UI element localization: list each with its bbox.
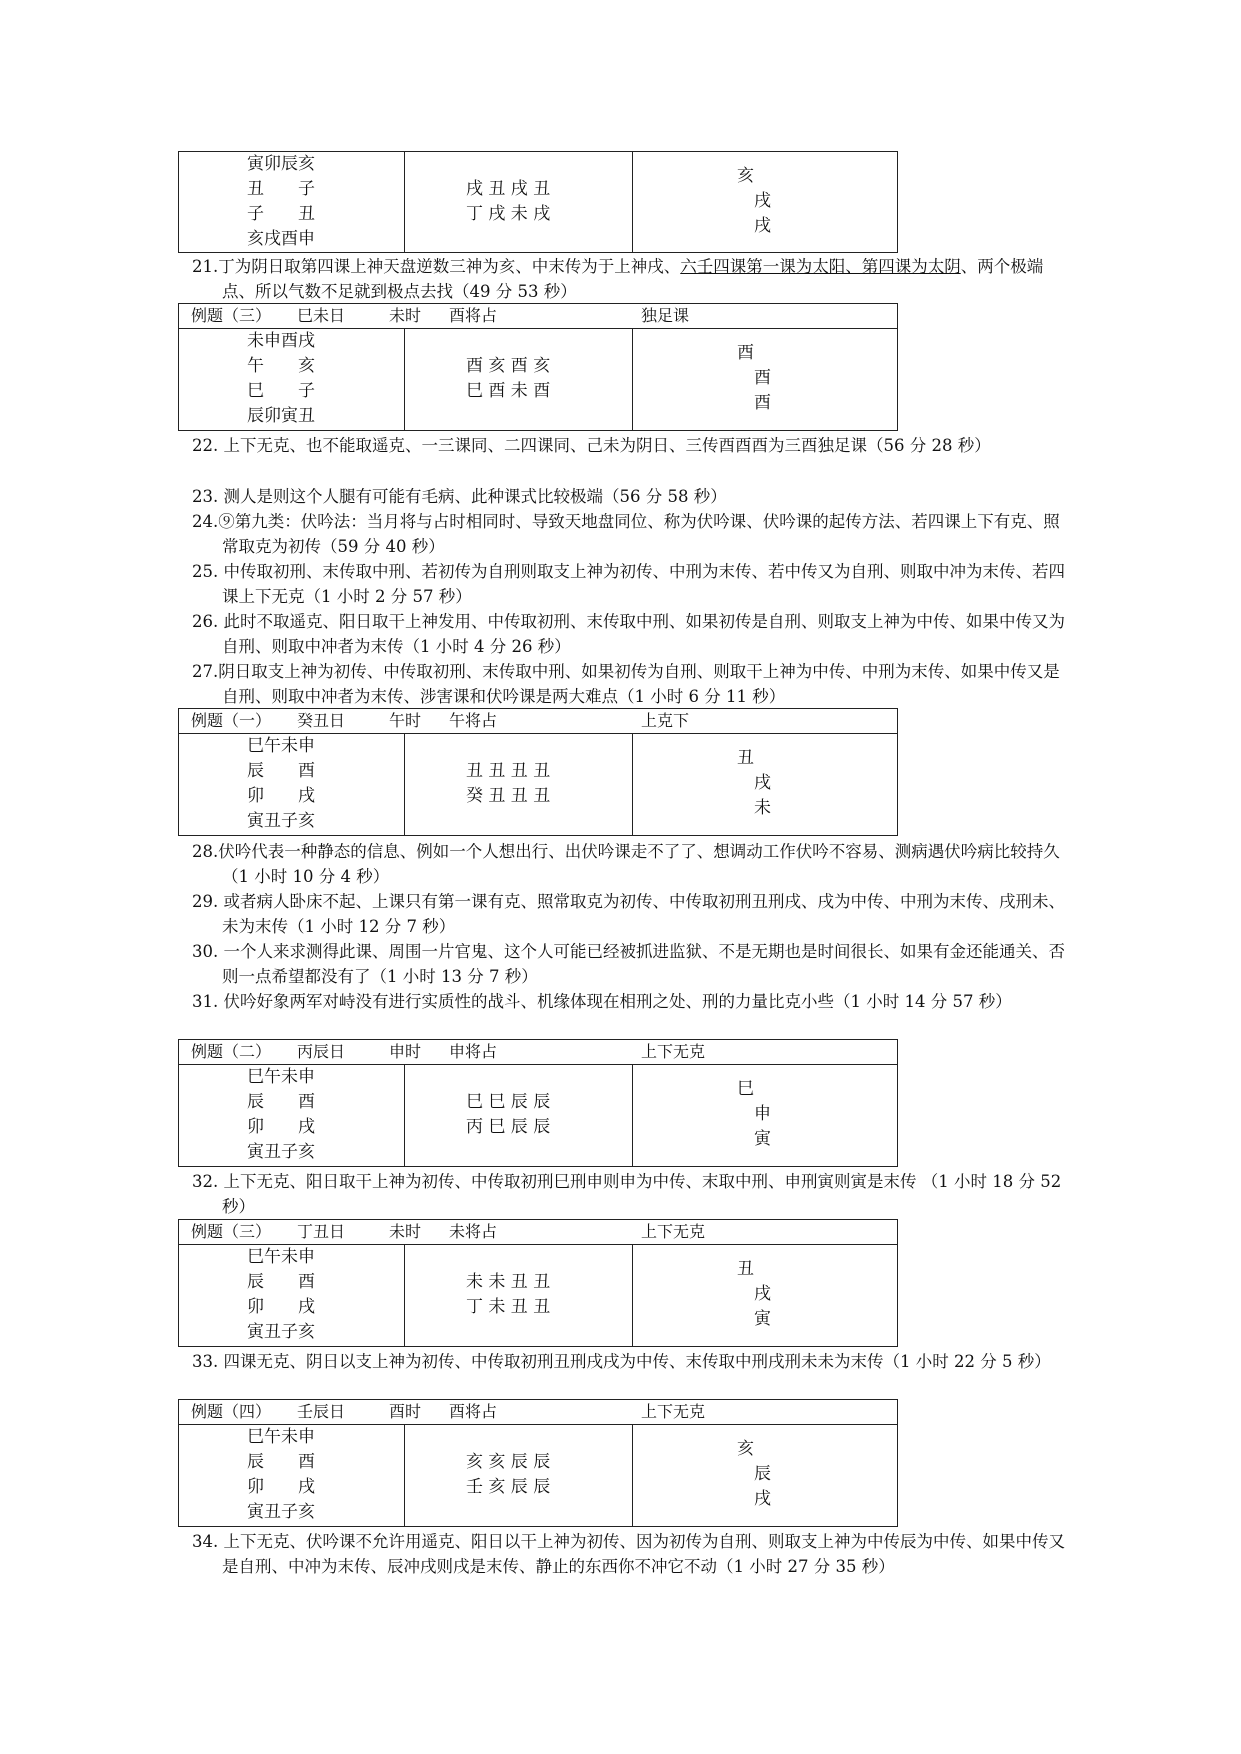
- plate-row: 辰 酉: [247, 761, 315, 781]
- transmissions-cell: [632, 1425, 897, 1527]
- lessons-cell: [404, 152, 633, 252]
- course-table: [178, 151, 898, 253]
- lessons-row: 巳 巳 辰 辰: [466, 1092, 551, 1112]
- transmission-row: 酉: [754, 393, 771, 413]
- plate-row: 卯 戌: [247, 1117, 315, 1137]
- table-header: [179, 1040, 897, 1065]
- plate-cell: [179, 152, 405, 252]
- course-type: 独足课: [641, 306, 690, 325]
- lessons-row: 壬 亥 辰 辰: [466, 1477, 551, 1497]
- day-label: 丙辰日: [297, 1042, 346, 1061]
- transmissions-cell: [632, 1245, 897, 1347]
- plate-cell: [179, 734, 405, 836]
- transmission-row: 亥: [737, 166, 754, 186]
- transmission-row: 辰: [754, 1464, 771, 1484]
- course-type: 上下无克: [641, 1402, 706, 1421]
- day-label: 巳未日: [297, 306, 346, 325]
- transmission-row: 戌: [754, 1284, 771, 1304]
- plate-row: 辰 酉: [247, 1272, 315, 1292]
- plate-cell: [179, 329, 405, 431]
- plate-row: 寅丑子亥: [247, 1142, 315, 1162]
- transmission-row: 戌: [754, 1489, 771, 1509]
- example-label: 例题（二）: [191, 1042, 272, 1061]
- lessons-row: 丁 未 丑 丑: [466, 1297, 551, 1317]
- table-header: [179, 304, 897, 329]
- plate-row: 未申酉戌: [247, 331, 315, 351]
- plate-row: 巳午未申: [247, 1067, 315, 1087]
- transmissions-cell: [632, 734, 897, 836]
- transmission-row: 未: [754, 798, 771, 818]
- paragraph-31: 31. 伏吟好象两军对峙没有进行实质性的战斗、机缘体现在相刑之处、刑的力量比克小些（1 小时 14 分 57 秒）: [192, 992, 1012, 1011]
- table-header: [179, 1220, 897, 1245]
- lessons-cell: [404, 1245, 633, 1347]
- lessons-row: 未 未 丑 丑: [466, 1272, 551, 1292]
- plate-cell: [179, 1245, 405, 1347]
- lessons-row: 丑 丑 丑 丑: [466, 761, 551, 781]
- lessons-row: 巳 酉 未 酉: [466, 381, 551, 401]
- plate-row: 寅丑子亥: [247, 811, 315, 831]
- general-label: 申将占: [449, 1042, 498, 1061]
- plate-row: 辰 酉: [247, 1092, 315, 1112]
- plate-row: 卯 戌: [247, 786, 315, 806]
- example-label: 例题（三）: [191, 1222, 272, 1241]
- day-label: 壬辰日: [297, 1402, 346, 1421]
- transmission-row: 戌: [754, 191, 771, 211]
- day-label: 癸丑日: [297, 711, 346, 730]
- hour-label: 未时: [389, 1222, 422, 1241]
- transmissions-cell: [632, 329, 897, 431]
- transmission-row: 酉: [737, 343, 754, 363]
- course-type: 上克下: [641, 711, 690, 730]
- paragraph-33: 33. 四课无克、阴日以支上神为初传、中传取初刑丑刑戌戌为中传、末传取中刑戌刑未未为末传（1 小时 22 分 5 秒）: [192, 1352, 1051, 1371]
- paragraph-25: 25. 中传取初刑、末传取中刑、若初传为自刑则取支上神为初传、中刑为末传、若中传又为自刑、则取中冲为末传、若四课上下无克（1 小时 2 分 57 秒）: [192, 562, 1065, 606]
- para-text: 、两个极端点、所以气数不足就到极点去找（49 分 53 秒）: [222, 257, 1044, 301]
- table-header: [179, 1400, 897, 1425]
- paragraph-26: 26. 此时不取遥克、阳日取干上神发用、中传取初刑、末传取中刑、如果初传是自刑、则取支上神为中传、如果中传又为自刑、则取中冲者为末传（1 小时 4 分 26 秒）: [192, 612, 1065, 656]
- transmission-row: 丑: [737, 748, 754, 768]
- course-type: 上下无克: [641, 1222, 706, 1241]
- hour-label: 未时: [389, 306, 422, 325]
- para-text: 21.丁为阴日取第四课上神天盘逆数三神为亥、中末传为于上神戌、: [192, 257, 681, 276]
- plate-row: 子 丑: [247, 204, 315, 224]
- lessons-cell: [404, 734, 633, 836]
- paragraph-34: 34. 上下无克、伏吟课不允许用遥克、阳日以干上神为初传、因为初传为自刑、则取支上神为中传辰为中传、如果中传又是自刑、中冲为末传、辰冲戌则戌是末传、静止的东西你不冲它不动（1 小时 27 分 35 秒）: [192, 1532, 1065, 1576]
- transmission-row: 申: [754, 1104, 771, 1124]
- day-label: 丁丑日: [297, 1222, 346, 1241]
- lessons-cell: [404, 1065, 633, 1167]
- lessons-row: 癸 丑 丑 丑: [466, 786, 551, 806]
- lessons-row: 戌 丑 戌 丑: [466, 179, 551, 199]
- paragraph-28: 28.伏吟代表一种静态的信息、例如一个人想出行、出伏吟课走不了了、想调动工作伏吟不容易、测病遇伏吟病比较持久（1 小时 10 分 4 秒）: [192, 842, 1060, 886]
- paragraph-32: 32. 上下无克、阳日取干上神为初传、中传取初刑巳刑申则申为中传、末取中刑、申刑寅则寅是末传 （1 小时 18 分 52 秒）: [192, 1172, 1062, 1216]
- paragraph-24: 24.⑨第九类：伏吟法：当月将与占时相同时、导致天地盘同位、称为伏吟课、伏吟课的起传方法、若四课上下有克、照常取克为初传（59 分 40 秒）: [192, 512, 1060, 556]
- plate-row: 巳 子: [247, 381, 315, 401]
- plate-cell: [179, 1065, 405, 1167]
- plate-row: 辰 酉: [247, 1452, 315, 1472]
- plate-row: 午 亥: [247, 356, 315, 376]
- paragraph-27: 27.阴日取支上神为初传、中传取初刑、末传取中刑、如果初传为自刑、则取干上神为中传、中刑为末传、如果中传又是自刑、则取中冲者为末传、涉害课和伏吟课是两大难点（1 小时 6 分 11 秒）: [192, 662, 1060, 706]
- plate-row: 辰卯寅丑: [247, 406, 315, 426]
- lessons-row: 酉 亥 酉 亥: [466, 356, 551, 376]
- general-label: 酉将占: [449, 306, 498, 325]
- transmissions-cell: [632, 1065, 897, 1167]
- transmission-row: 丑: [737, 1259, 754, 1279]
- plate-row: 卯 戌: [247, 1477, 315, 1497]
- transmission-row: 酉: [754, 368, 771, 388]
- transmissions-cell: [632, 152, 897, 252]
- course-table: [178, 708, 898, 836]
- paragraph-29: 29. 或者病人卧床不起、上课只有第一课有克、照常取克为初传、中传取初刑丑刑戌、戌为中传、中刑为末传、戌刑未、未为末传（1 小时 12 分 7 秒）: [192, 892, 1065, 936]
- lessons-row: 丙 巳 辰 辰: [466, 1117, 551, 1137]
- transmission-row: 亥: [737, 1439, 754, 1459]
- hour-label: 酉时: [389, 1402, 422, 1421]
- general-label: 酉将占: [449, 1402, 498, 1421]
- paragraph-23: 23. 测人是则这个人腿有可能有毛病、此种课式比较极端（56 分 58 秒）: [192, 487, 727, 506]
- plate-row: 寅丑子亥: [247, 1322, 315, 1342]
- transmission-row: 寅: [754, 1129, 771, 1149]
- plate-row: 巳午未申: [247, 1427, 315, 1447]
- example-label: 例题（四）: [191, 1402, 272, 1421]
- transmission-row: 戌: [754, 773, 771, 793]
- para-underlined: 六壬四课第一课为太阳、第四课为太阴: [680, 257, 961, 276]
- transmission-row: 戌: [754, 216, 771, 236]
- paragraph-21: [192, 254, 1072, 304]
- course-table: [178, 1399, 898, 1527]
- paragraph-30: 30. 一个人来求测得此课、周围一片官鬼、这个人可能已经被抓进监狱、不是无期也是时间很长、如果有金还能通关、否则一点希望都没有了（1 小时 13 分 7 秒）: [192, 942, 1065, 986]
- plate-row: 巳午未申: [247, 1247, 315, 1267]
- plate-row: 卯 戌: [247, 1297, 315, 1317]
- transmission-row: 寅: [754, 1309, 771, 1329]
- example-label: 例题（一）: [191, 711, 272, 730]
- transmission-row: 巳: [737, 1079, 754, 1099]
- paragraph-22: 22. 上下无克、也不能取遥克、一三课同、二四课同、己未为阴日、三传酉酉酉为三酉独足课（56 分 28 秒）: [192, 436, 991, 455]
- plate-row: 丑 子: [247, 179, 315, 199]
- table-header: [179, 709, 897, 734]
- plate-cell: [179, 1425, 405, 1527]
- example-label: 例题（三）: [191, 306, 272, 325]
- hour-label: 午时: [389, 711, 422, 730]
- lessons-row: 亥 亥 辰 辰: [466, 1452, 551, 1472]
- course-table: [178, 303, 898, 431]
- lessons-row: 丁 戌 未 戌: [466, 204, 551, 224]
- general-label: 未将占: [449, 1222, 498, 1241]
- course-table: [178, 1219, 898, 1347]
- lessons-cell: [404, 1425, 633, 1527]
- plate-row: 巳午未申: [247, 736, 315, 756]
- plate-row: 亥戌酉申: [247, 229, 315, 249]
- plate-row: 寅丑子亥: [247, 1502, 315, 1522]
- course-table: [178, 1039, 898, 1167]
- plate-row: 寅卯辰亥: [247, 154, 315, 174]
- lessons-cell: [404, 329, 633, 431]
- course-type: 上下无克: [641, 1042, 706, 1061]
- hour-label: 申时: [389, 1042, 422, 1061]
- general-label: 午将占: [449, 711, 498, 730]
